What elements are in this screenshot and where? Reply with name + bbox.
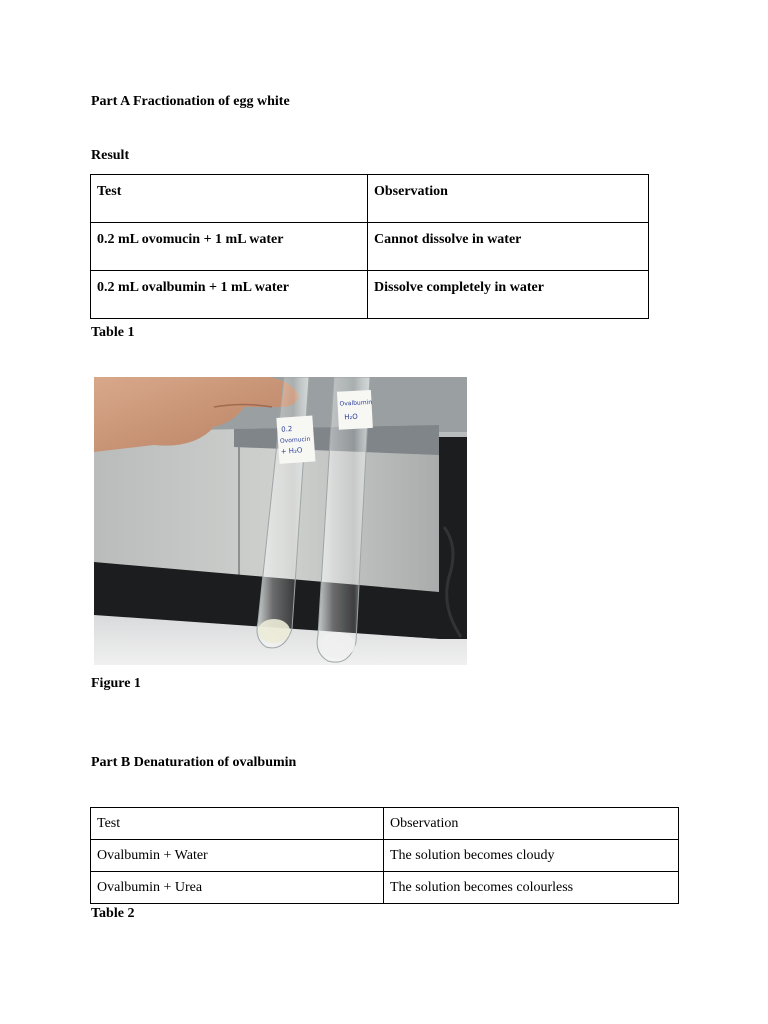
table-cell: Ovalbumin + Water (91, 840, 384, 872)
part-b-heading: Part B Denaturation of ovalbumin (91, 755, 297, 770)
part-a-heading: Part A Fractionation of egg white (91, 94, 290, 109)
table-header-row (91, 175, 649, 223)
figure-1-caption: Figure 1 (91, 676, 141, 691)
table-cell: 0.2 mL ovomucin + 1 mL water (91, 223, 368, 271)
tube-label-left-line-2: Ovomucin (279, 435, 311, 445)
table-row (91, 840, 679, 872)
tube-label-left-line-3: + H₂O (280, 446, 303, 456)
table-row (91, 271, 649, 319)
table-header-row (91, 808, 679, 840)
header-cell-observation: Observation (384, 808, 679, 840)
header-cell-test: Test (91, 175, 368, 223)
table-1 (90, 174, 649, 319)
header-cell-observation: Observation (368, 175, 649, 223)
tube-label-right-line-1: Ovalbumin (339, 398, 373, 408)
table-cell: The solution becomes colourless (384, 872, 679, 904)
table-cell: Ovalbumin + Urea (91, 872, 384, 904)
table-row (91, 872, 679, 904)
header-cell-test: Test (91, 808, 384, 840)
table-2 (90, 807, 679, 904)
table-cell: Dissolve completely in water (368, 271, 649, 319)
table-row (91, 223, 649, 271)
table-2-caption: Table 2 (91, 906, 135, 921)
table-1-caption: Table 1 (91, 325, 135, 340)
table-cell: The solution becomes cloudy (384, 840, 679, 872)
table-cell: Cannot dissolve in water (368, 223, 649, 271)
tube-label-right-line-2: H₂O (344, 412, 359, 422)
result-label: Result (91, 148, 130, 163)
figure-1-photo (94, 377, 467, 665)
table-cell: 0.2 mL ovalbumin + 1 mL water (91, 271, 368, 319)
tube-label-left-line-1: 0.2 (280, 424, 293, 434)
